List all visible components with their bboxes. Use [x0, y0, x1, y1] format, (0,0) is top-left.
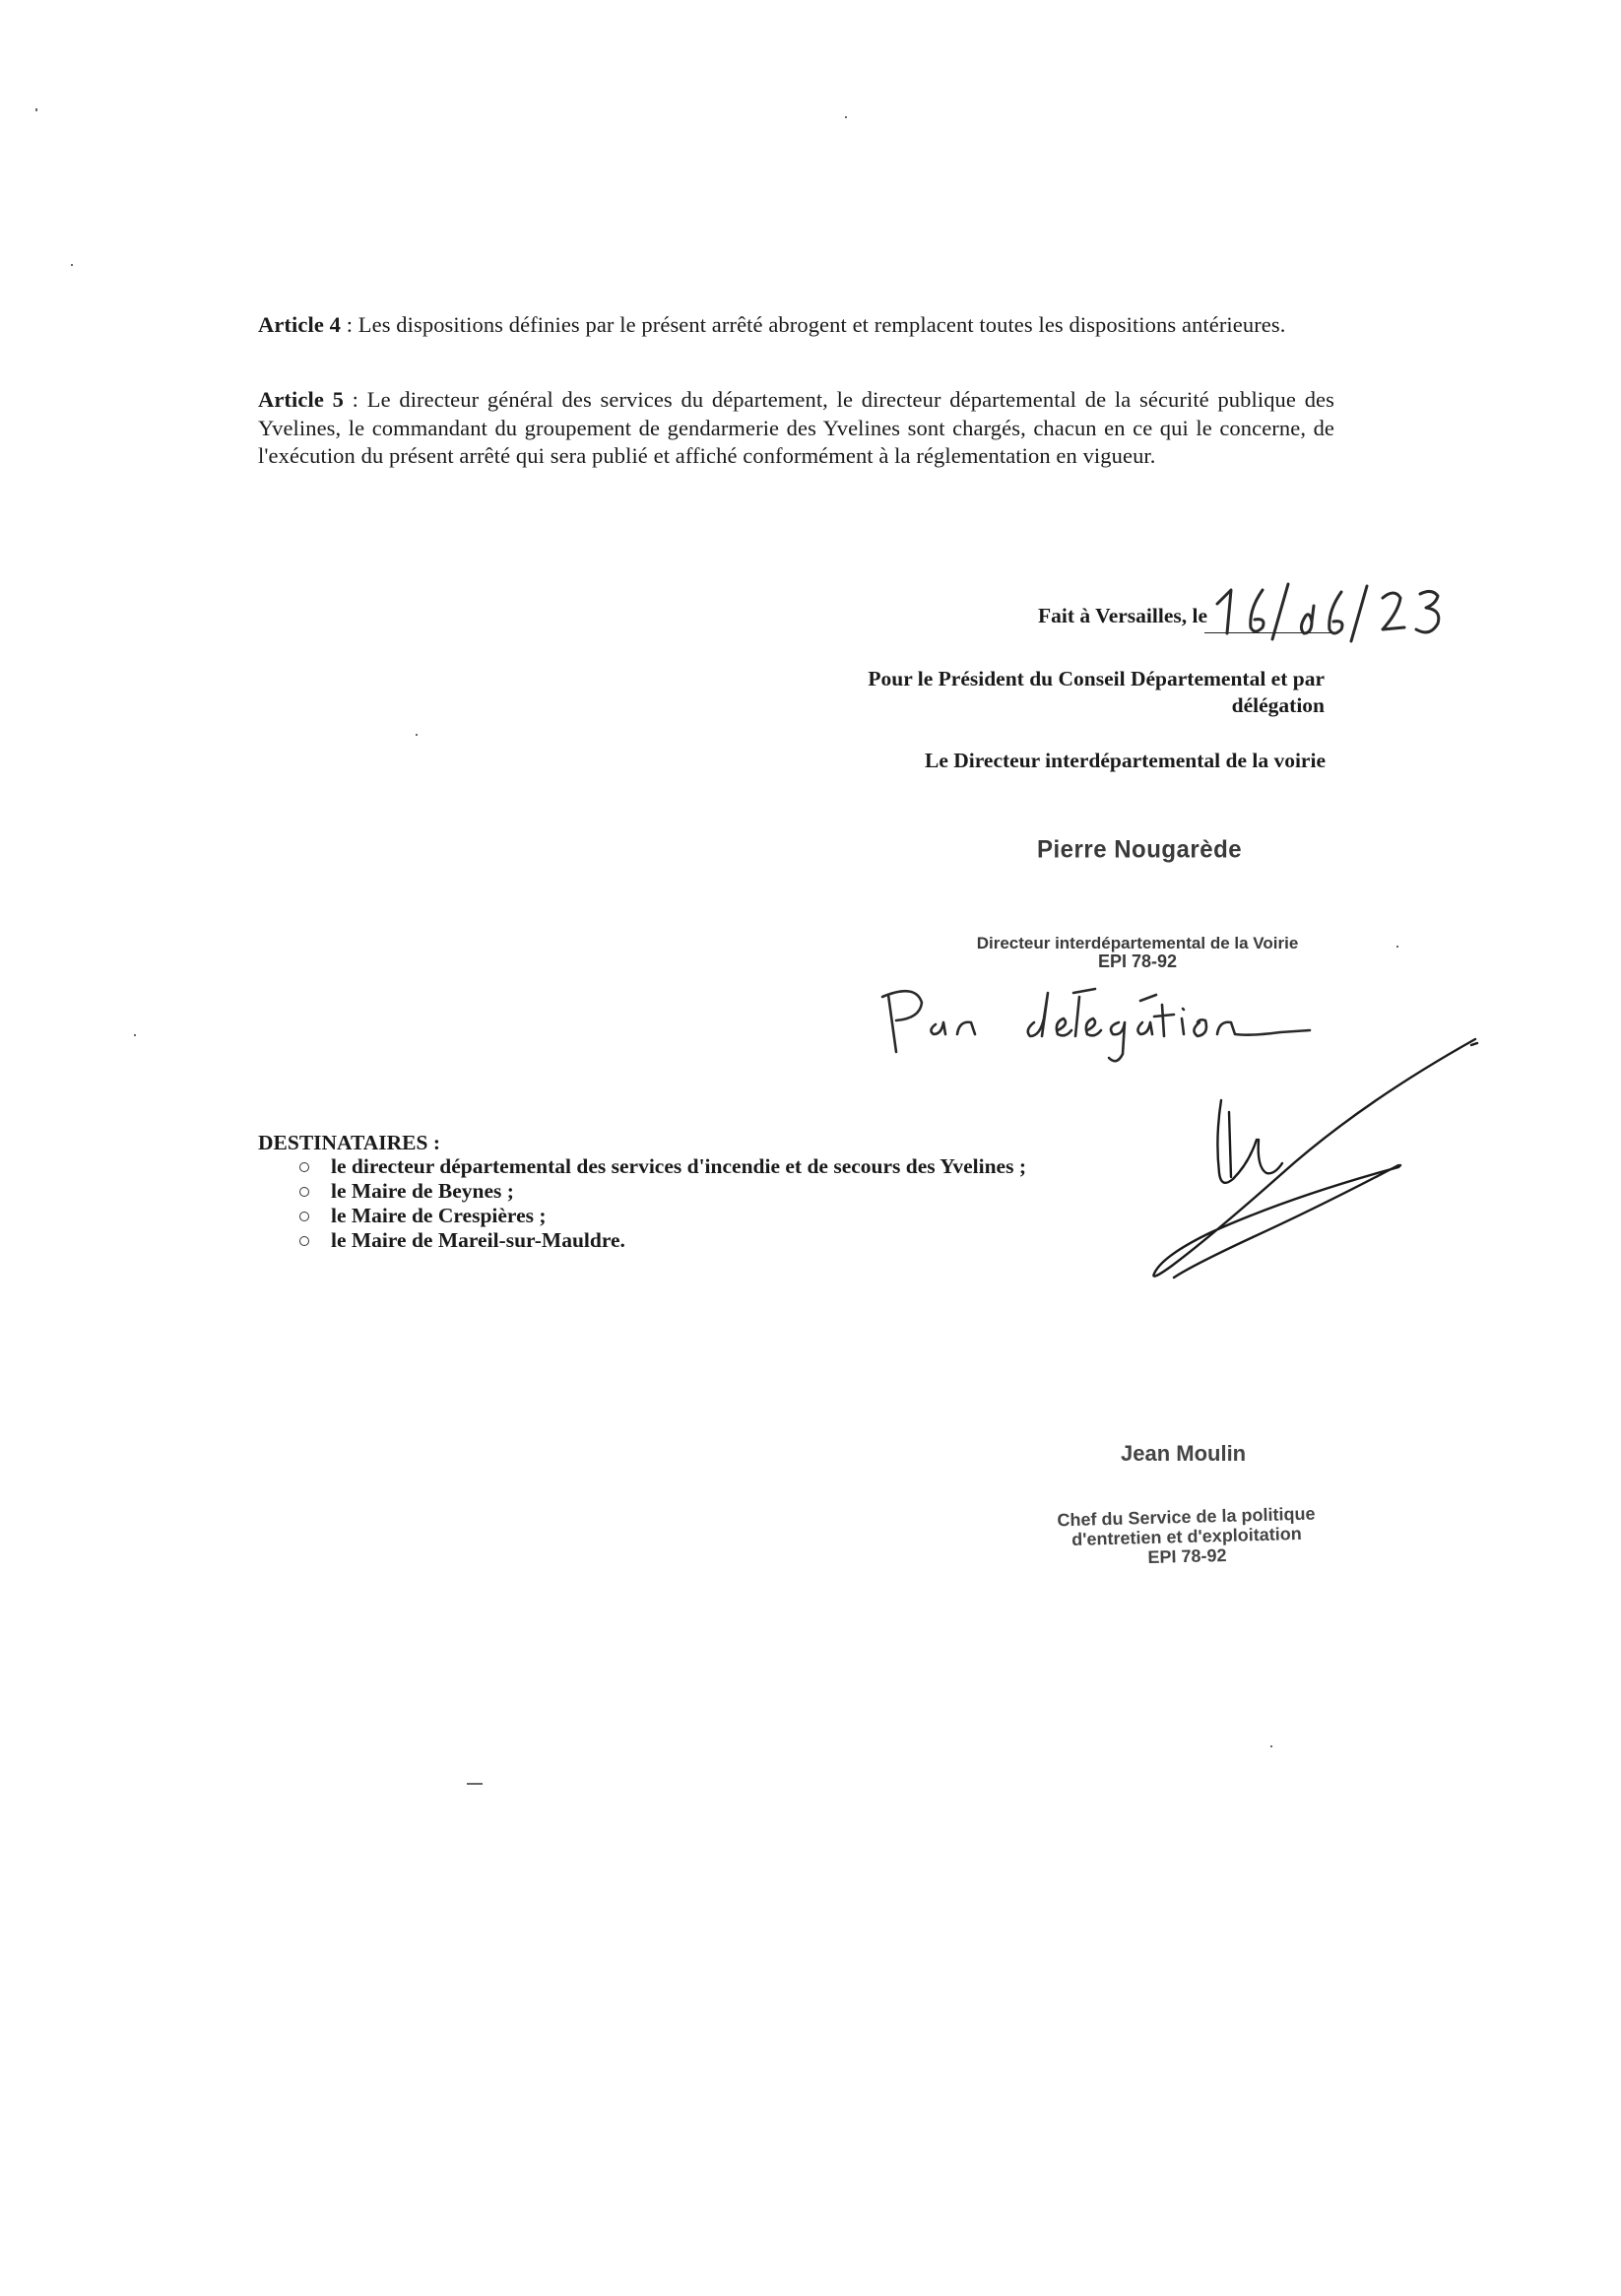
scan-speck: [1270, 1745, 1272, 1747]
stamp-title-line1: Directeur interdépartemental de la Voirie: [976, 934, 1299, 952]
stamp-service-line2: d'entretien et d'exploitation: [1070, 1523, 1303, 1550]
stamp-name-moulin: Jean Moulin: [1121, 1441, 1247, 1466]
scan-speck: [71, 264, 73, 266]
article-4-label: Article 4: [258, 312, 341, 337]
recipient-text: le Maire de Crespières ;: [331, 1204, 547, 1227]
bullet-icon: [299, 1236, 309, 1246]
recipient-text: le Maire de Mareil-sur-Mauldre.: [331, 1228, 625, 1252]
bullet-icon: [299, 1212, 309, 1221]
scan-speck: [845, 116, 847, 118]
stamp-service: [1023, 1503, 1349, 1571]
place-date-label: Fait à Versailles, le: [1038, 604, 1207, 627]
delegation-text: Pour le Président du Conseil Départemental et par délégation: [868, 667, 1325, 717]
list-item: [295, 1204, 1026, 1228]
scan-speck: [467, 1783, 483, 1785]
stamp-title-line2: EPI 78-92: [1097, 951, 1178, 971]
recipients-list: [295, 1154, 1026, 1253]
recipients-title: DESTINATAIRES :: [258, 1131, 440, 1154]
stamp-title: [965, 934, 1310, 971]
bullet-icon: [299, 1162, 309, 1172]
recipient-text: le directeur départemental des services d'incendie et de secours des Yvelines ;: [331, 1154, 1026, 1178]
bullet-icon: [299, 1187, 309, 1197]
handwritten-date: [1209, 576, 1485, 645]
stamp-service-line3: EPI 78-92: [1147, 1544, 1227, 1568]
article-4: [258, 311, 1334, 340]
article-5: [258, 386, 1334, 471]
signatory-title: Le Directeur interdépartemental de la voirie: [925, 749, 1326, 772]
list-item: [295, 1154, 1026, 1179]
recipient-text: le Maire de Beynes ;: [331, 1179, 514, 1203]
scan-speck: [35, 108, 37, 111]
scan-speck: [1396, 946, 1398, 948]
stamp-name-nougarede: Pierre Nougarède: [1037, 835, 1243, 864]
article-4-text: : Les dispositions définies par le présent arrêté abrogent et remplacent toutes les dispositions antérieures.: [340, 312, 1286, 337]
scan-speck: [134, 1034, 136, 1036]
article-5-text: : Le directeur général des services du département, le directeur départemental de la sécurité publique des Yvelines, le commandant du groupement de gendarmerie des Yvelines sont chargés, chacun en ce qui le concerne, de l'exécution du présent arrêté qui sera publié et affiché conformément à la réglementation en vigueur.: [258, 387, 1334, 468]
stamp-service-line1: Chef du Service de la politique: [1057, 1503, 1316, 1531]
scan-speck: [416, 734, 418, 736]
handwritten-signature: [1064, 1029, 1497, 1335]
article-5-label: Article 5: [258, 387, 344, 412]
list-item: [295, 1179, 1026, 1204]
list-item: [295, 1228, 1026, 1253]
